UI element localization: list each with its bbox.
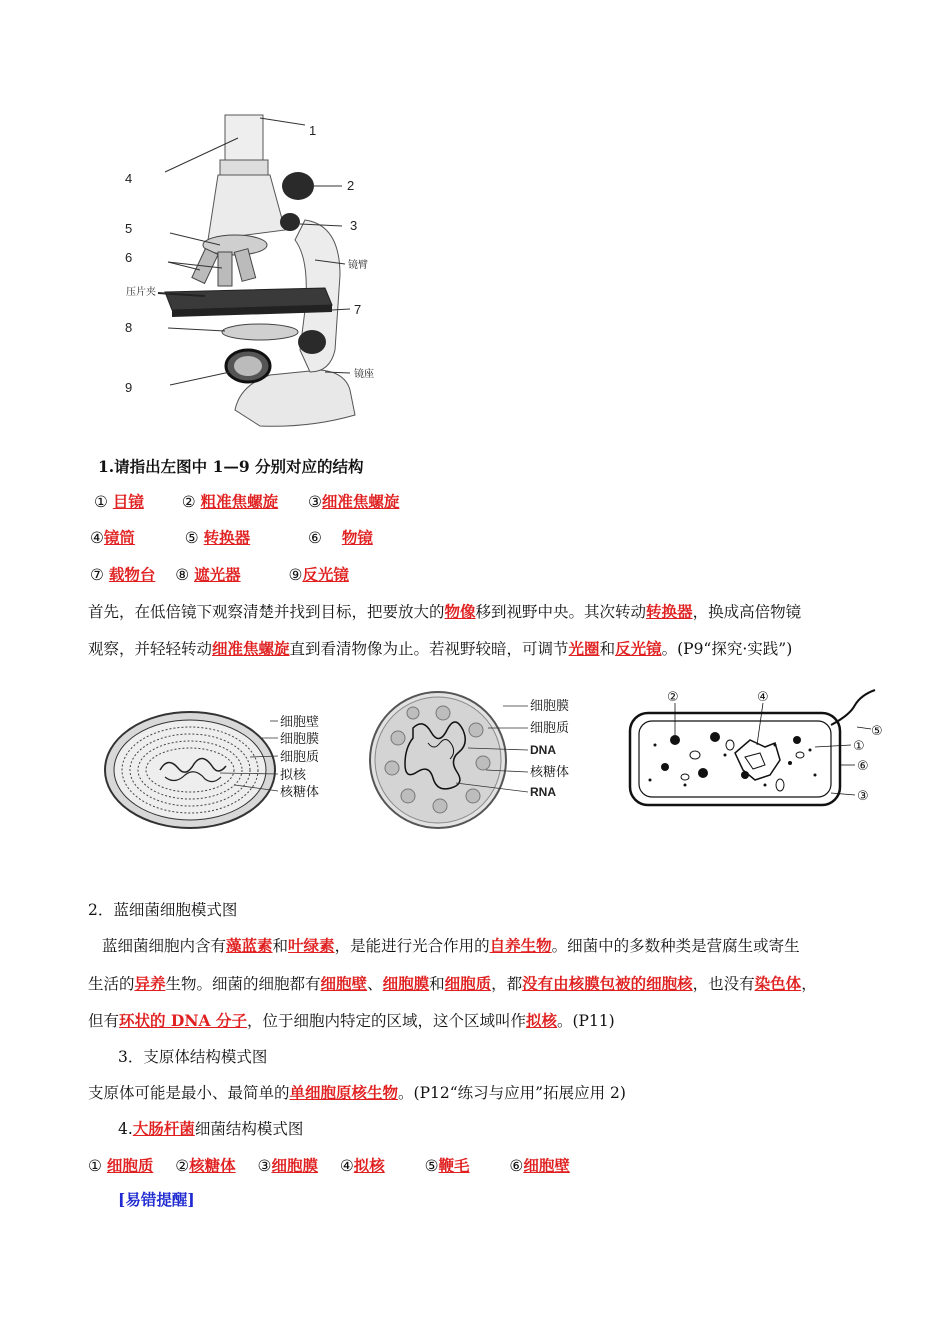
answer: 单细胞原核生物 (289, 1083, 399, 1102)
sec2-title: 2．蓝细菌细胞模式图 (88, 901, 238, 919)
text: 观察，并轻轻转动 (88, 640, 213, 658)
mic-label-4: 4 (125, 171, 133, 186)
mic-label-6: 6 (125, 250, 133, 265)
q1-num-5: ⑤ (184, 529, 199, 547)
sec3-line1 (88, 1082, 626, 1104)
answer: 光圈 (568, 639, 600, 658)
text: ，也没有 (692, 975, 755, 993)
answer: 细准焦螺旋 (212, 639, 290, 658)
text: 、 (367, 975, 383, 993)
answer: 叶绿素 (288, 936, 335, 955)
q1-title: 1.请指出左图中 1—9 分别对应的结构 (98, 457, 364, 476)
figC-label-3: ③ (857, 789, 869, 804)
q1-num-7: ⑦ (90, 566, 104, 584)
text: 4. (118, 1120, 133, 1138)
text: 。(P11) (556, 1012, 615, 1030)
sec4-items (88, 1155, 570, 1177)
item-answer: 细胞质 (106, 1156, 154, 1175)
mic-label-clip: 压片夹 (126, 287, 156, 298)
answer: 染色体 (754, 974, 802, 993)
error-reminder: [易错提醒] (118, 1190, 195, 1209)
q1-ans-5: 转换器 (203, 528, 251, 547)
stage-knob (298, 330, 326, 354)
figA-label-nucleoid: 拟核 (280, 768, 307, 783)
figC-label-1: ① (853, 739, 865, 754)
q1-num-9: ⑨ (288, 566, 303, 584)
answer: 转换器 (646, 602, 693, 621)
text: 支原体可能是最小、最简单的 (88, 1084, 290, 1102)
item-num: ② (175, 1157, 190, 1175)
item-answer: 鞭毛 (438, 1156, 470, 1175)
fine-knob (280, 213, 300, 231)
item-answer: 细胞壁 (523, 1156, 570, 1175)
figC-label-5: ⑤ (871, 724, 883, 739)
answer: 细胞质 (444, 974, 492, 993)
q1-ans-7: 载物台 (108, 565, 156, 584)
item-num: ⑥ (509, 1157, 524, 1175)
text: 和 (599, 640, 616, 658)
answer: 拟核 (525, 1011, 557, 1030)
text: 细菌结构模式图 (194, 1120, 304, 1138)
sec2-line3 (88, 1010, 615, 1032)
q1-ans-1: 目镜 (112, 492, 144, 511)
answer: 自养生物 (489, 936, 552, 955)
mic-label-8: 8 (125, 320, 133, 335)
answer: 藻蓝素 (226, 936, 273, 955)
mic-label-3: 3 (350, 218, 358, 233)
answer: 没有由核膜包被的细胞核 (522, 974, 693, 993)
item-num: ④ (339, 1157, 354, 1175)
text: ，换成高倍物镜 (692, 603, 802, 621)
text: 蓝细菌细胞内含有 (102, 937, 227, 955)
para1-line2 (88, 638, 792, 660)
text: 。细菌中的多数种类是营腐生或寄生 (551, 937, 800, 955)
figB-label-dna: DNA (530, 743, 556, 757)
q1-row1 (94, 491, 399, 513)
q1-row3 (90, 564, 349, 586)
figB-label-cytoplasm: 细胞质 (530, 721, 570, 736)
mic-label-arm: 镜臂 (348, 260, 368, 271)
q1-ans-9: 反光镜 (302, 565, 349, 584)
item-num: ③ (257, 1157, 272, 1175)
answer: 环状的 DNA 分子 (119, 1011, 247, 1030)
q1-ans-2: 粗准焦螺旋 (200, 492, 279, 511)
q1-row2 (90, 527, 373, 549)
mic-label-7: 7 (354, 302, 362, 317)
mic-label-5: 5 (125, 221, 133, 236)
q1-num-1: ① (94, 493, 108, 511)
q1-num-2: ② (181, 493, 196, 511)
mic-label-2: 2 (347, 178, 355, 193)
figure-mycoplasma (368, 688, 588, 833)
q1-ans-8: 遮光器 (194, 565, 241, 584)
q1-ans-3: 细准焦螺旋 (321, 492, 400, 511)
figA-label-ribosome: 核糖体 (280, 785, 320, 800)
text: 和 (272, 937, 289, 955)
text: ，位于细胞内特定的区域，这个区域叫作 (246, 1012, 526, 1030)
figB-label-membrane: 细胞膜 (530, 699, 570, 714)
text: 但有 (88, 1012, 120, 1030)
sec2-line2 (88, 973, 817, 995)
figB-label-ribosome: 核糖体 (530, 765, 570, 780)
q1-ans-6: 物镜 (341, 528, 373, 547)
figC-label-2: ② (667, 690, 679, 705)
sec4-title (118, 1118, 303, 1140)
sec3-title: 3．支原体结构模式图 (118, 1048, 268, 1066)
text: ， (801, 975, 817, 993)
answer: 大肠杆菌 (132, 1119, 195, 1138)
coarse-knob (282, 172, 314, 200)
text: 。(P12“练习与应用”拓展应用 2) (398, 1084, 626, 1102)
answer: 异养 (134, 974, 166, 993)
text: 直到看清物像为止。若视野较暗，可调节 (289, 640, 569, 658)
text: 生物。细菌的细胞都有 (165, 975, 321, 993)
item-num: ① (88, 1157, 102, 1175)
answer: 细胞膜 (382, 974, 430, 993)
item-num: ⑤ (424, 1157, 439, 1175)
figA-label-cytoplasm: 细胞质 (280, 750, 320, 765)
figure-ecoli (625, 685, 890, 810)
q1-num-3: ③ (307, 493, 322, 511)
figC-label-4: ④ (757, 690, 769, 705)
item-answer: 细胞膜 (271, 1156, 318, 1175)
text: 。(P9“探究·实践”) (661, 640, 793, 658)
figA-label-membrane: 细胞膜 (280, 732, 320, 747)
q1-num-8: ⑧ (175, 566, 190, 584)
figA-label-wall: 细胞壁 (280, 715, 320, 730)
para1-line1 (88, 601, 801, 623)
q1-ans-4: 镜筒 (103, 528, 135, 547)
mic-label-9: 9 (125, 380, 133, 395)
figB-label-rna: RNA (530, 785, 556, 799)
text: 生活的 (88, 975, 135, 993)
sec2-line1 (102, 935, 800, 957)
answer: 细胞壁 (320, 974, 368, 993)
text: 和 (429, 975, 445, 993)
text: 移到视野中央。其次转动 (475, 603, 647, 621)
q1-num-6: ⑥ (308, 529, 322, 547)
figC-label-6: ⑥ (857, 759, 869, 774)
text: ，都 (491, 975, 523, 993)
mic-label-base: 镜座 (354, 369, 374, 380)
figure-cyanobacteria (100, 705, 340, 835)
text: ，是能进行光合作用的 (334, 937, 490, 955)
item-answer: 核糖体 (189, 1156, 236, 1175)
mic-label-1: 1 (309, 123, 317, 138)
q1-num-4: ④ (90, 529, 104, 547)
item-answer: 拟核 (353, 1156, 385, 1175)
answer: 反光镜 (615, 639, 662, 658)
microscope-figure (110, 110, 400, 430)
answer: 物像 (444, 602, 476, 621)
text: 首先，在低倍镜下观察清楚并找到目标，把要放大的 (88, 603, 445, 621)
